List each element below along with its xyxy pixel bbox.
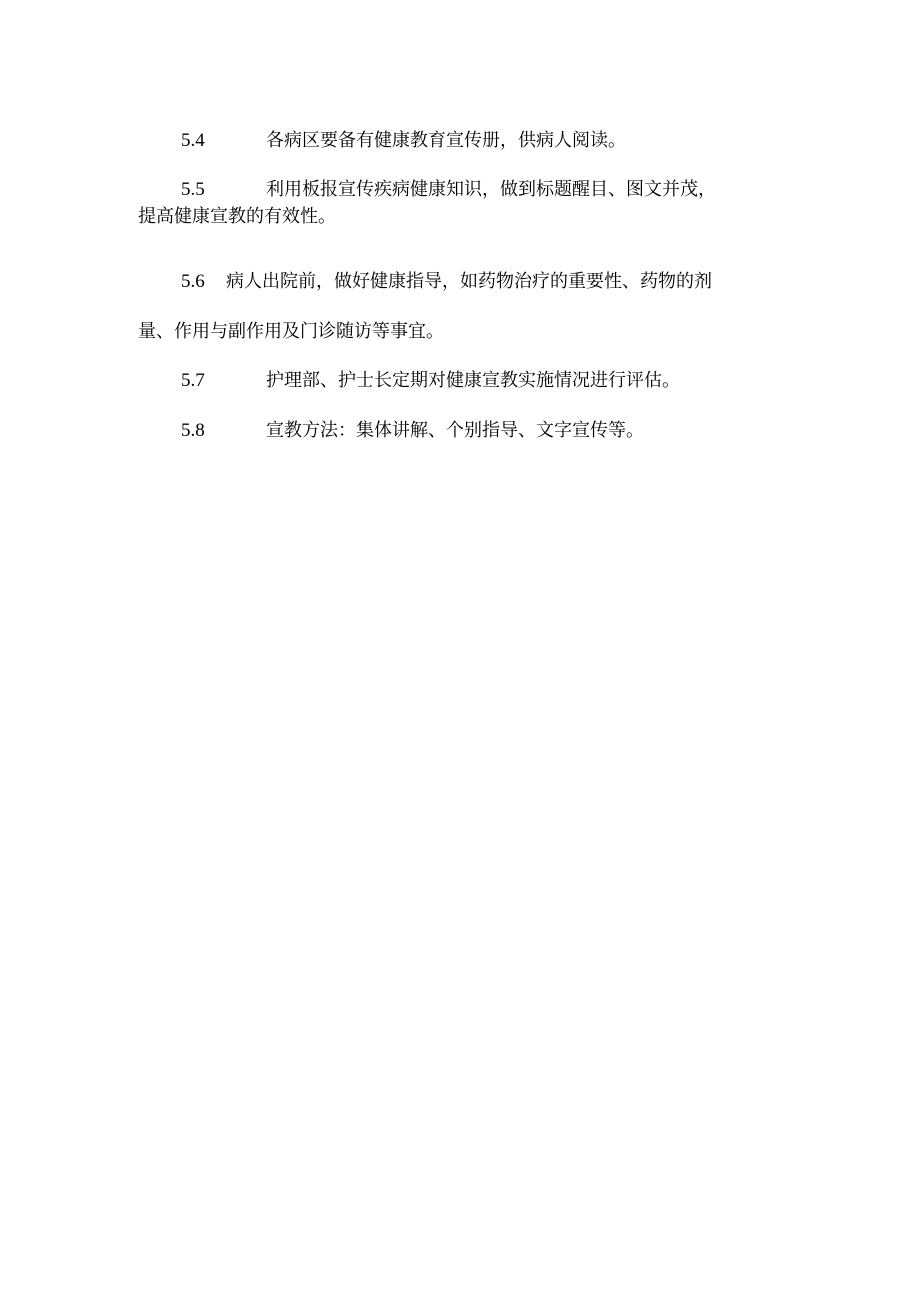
clause-text: 各病区要备有健康教育宣传册，供病人阅读。: [266, 130, 626, 151]
clause-text: 宣教方法：集体讲解、个别指导、文字宣传等。: [266, 420, 644, 441]
clause-number: 5.7: [181, 370, 205, 391]
clause-number: 5.6: [181, 271, 205, 292]
clause-number: 5.4: [181, 130, 205, 151]
clause-text: 利用板报宣传疾病健康知识，做到标题醒目、图文并茂，: [266, 179, 716, 200]
clause-number: 5.8: [181, 420, 205, 441]
clause-text: 病人出院前，做好健康指导，如药物治疗的重要性、药物的剂: [226, 271, 712, 292]
clause-text-continued: 提高健康宣教的有效性。: [138, 206, 336, 227]
clause-text: 护理部、护士长定期对健康宣教实施情况进行评估。: [266, 370, 680, 391]
clause-text-continued: 量、作用与副作用及门诊随访等事宜。: [138, 321, 444, 342]
clause-number: 5.5: [181, 179, 205, 200]
